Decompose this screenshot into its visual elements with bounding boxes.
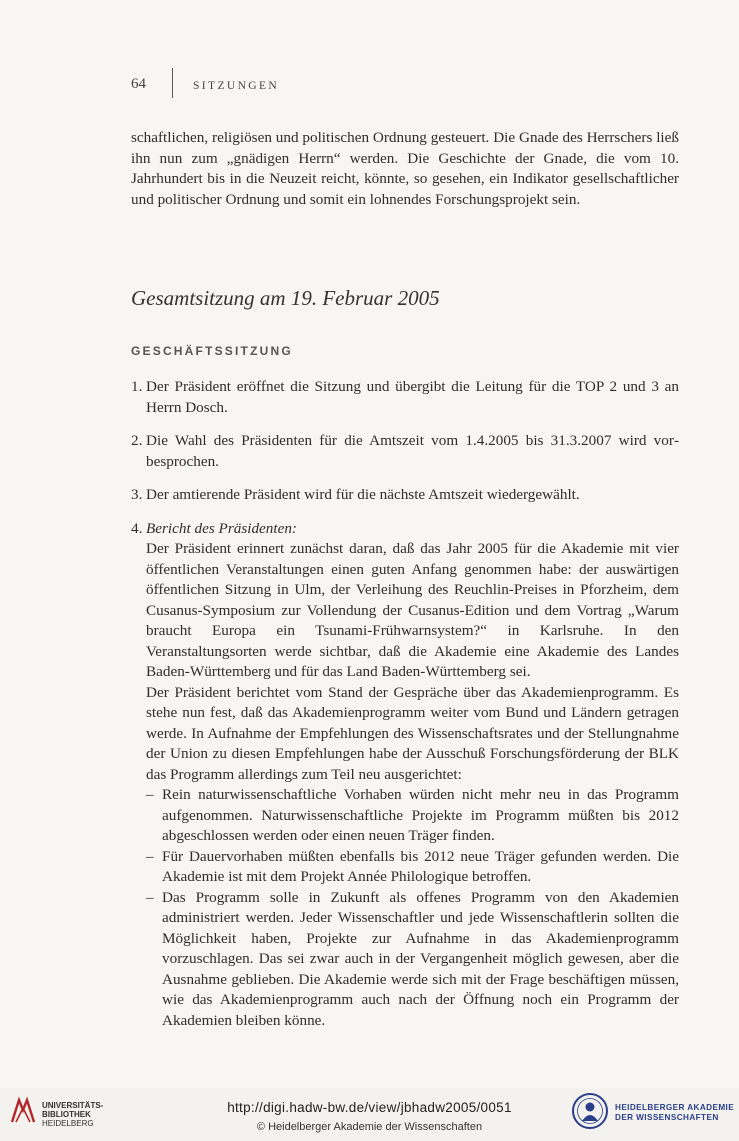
- library-name-line: BIBLIOTHEK: [42, 1110, 91, 1119]
- agenda-item: [131, 431, 679, 472]
- list-item-text: Für Dauervorhaben müßten ebenfalls bis 2012 neue Träger gefunden werden. Die Akademie ist mit dem Projekt Année Philologique betroffen.: [162, 847, 679, 885]
- agenda-item: [131, 377, 679, 418]
- section-subheading: GESCHÄFTSSITZUNG: [131, 344, 293, 358]
- academy-name-line: DER WISSENSCHAFTEN: [615, 1113, 719, 1122]
- library-name-line: UNIVERSITÄTS-: [42, 1101, 104, 1110]
- item-number: 2.: [131, 432, 143, 449]
- agenda-item-report: [131, 519, 679, 1032]
- viewer-footer: [0, 1088, 739, 1141]
- report-label: Bericht des Präsidenten:: [146, 519, 297, 537]
- header-divider: [172, 68, 173, 98]
- report-paragraph: Der Präsident berichtet vom Stand der Gespräche über das Akademienprogramm. Es stehe nun fest, daß das Akademienprogramm weiter vom Bund und Ländern getragen werde. In Aufnahme der Empfehlungen des Wissenschaftsrates und der Stellungnahme der Union zu diesen Empfehlungen habe der Ausschuß Forschungsförderung der BLK das Programm allerdings zum Teil neu ausgerichtet:: [146, 683, 679, 783]
- report-paragraph: Der Präsident erinnert zunächst daran, daß das Jahr 2005 für die Akademie mit vier öffentlichen Veranstaltungen einen guten Anfang genommen habe: der auswärtigen öffentlichen Sitzung in Ulm, der Verleihung des Reuchlin-Preises in Pforzheim, dem Cusanus-Symposium zur Vollendung der Cusanus-Edition und dem Vortrag „Warum braucht Europa ein Tsunami-Frühwarnsystem?“ in Karlsruhe. In den Veranstaltungsorten werde sichtbar, daß die Akademie eine Akademie des Landes Baden-Württemberg und für das Land Baden-Württemberg sei.: [146, 540, 679, 680]
- list-item-text: Rein naturwissenschaftliche Vorhaben würden nicht mehr neu in das Programm aufgenommen. Naturwissenschaftliche Projekte im Programm müßten bis 2012 abgeschlossen werden oder einen neuen Träger finden.: [162, 786, 679, 844]
- list-item: [146, 888, 679, 1032]
- item-number: 4.: [131, 519, 143, 537]
- item-number: 3.: [131, 486, 143, 503]
- agenda-item: [131, 485, 679, 506]
- page-number: 64: [131, 76, 146, 92]
- dash-bullet: –: [146, 786, 154, 803]
- academy-name-line: HEIDELBERGER AKADEMIE: [615, 1103, 735, 1112]
- agenda-list: [131, 377, 679, 1044]
- item-text: Der amtierende Präsident wird für die nächste Amtszeit wiedergewählt.: [146, 486, 580, 503]
- intro-paragraph: schaftlichen, religiösen und politischen Ordnung gesteuert. Die Gnade des Herrschers ließ ihn nun zum „gnädigen Herrn“ werden. Die Geschichte der Gnade, die vom 10. Jahrhundert bis in die Neuzeit reicht, könnte, so gesehen, ein Indikator gesellschaftlicher und politischer Ordnung und somit ein lohnendes Forschungsprojekt sein.: [131, 129, 679, 208]
- running-head: SITZUNGEN: [193, 80, 280, 92]
- item-number: 1.: [131, 378, 143, 395]
- dash-bullet: –: [146, 888, 154, 906]
- library-name-line: HEIDELBERG: [42, 1119, 94, 1128]
- list-item: [146, 847, 679, 888]
- list-item-text: Das Programm solle in Zukunft als offenes Programm von den Akademien administriert werden. Jeder Wissenschaftler und jede Wissenschaftlerin sollten die Möglichkeit haben, Projekte zur Aufnahme in das Akademienprogramm vorzuschlagen. Das sei zwar auch in der Vergangenheit möglich gewesen, aber die Ausnahme geblieben. Die Akademie werde sich mit der Frage beschäftigen müssen, wie das Akademienprogramm auch nach der Öffnung noch ein Programm der Akademien bleiben könne.: [162, 888, 679, 1029]
- dash-bullet: –: [146, 847, 154, 865]
- academy-seal-icon: [571, 1092, 609, 1130]
- item-text: Der Präsident eröffnet die Sitzung und übergibt die Leitung für die TOP 2 und 3 an Herrn Dosch.: [146, 378, 679, 416]
- item-text: Die Wahl des Präsidenten für die Amtszeit vom 1.4.2005 bis 31.3.2007 wird vorbesprochen.: [146, 432, 679, 470]
- copyright-notice: © Heidelberger Akademie der Wissenschaften: [256, 1121, 483, 1133]
- section-title: Gesamtsitzung am 19. Februar 2005: [131, 286, 440, 310]
- academy-name: [615, 1103, 734, 1123]
- list-item: [146, 785, 679, 847]
- permalink-url[interactable]: http://digi.hadw-bw.de/view/jbhadw2005/0051: [227, 1100, 512, 1115]
